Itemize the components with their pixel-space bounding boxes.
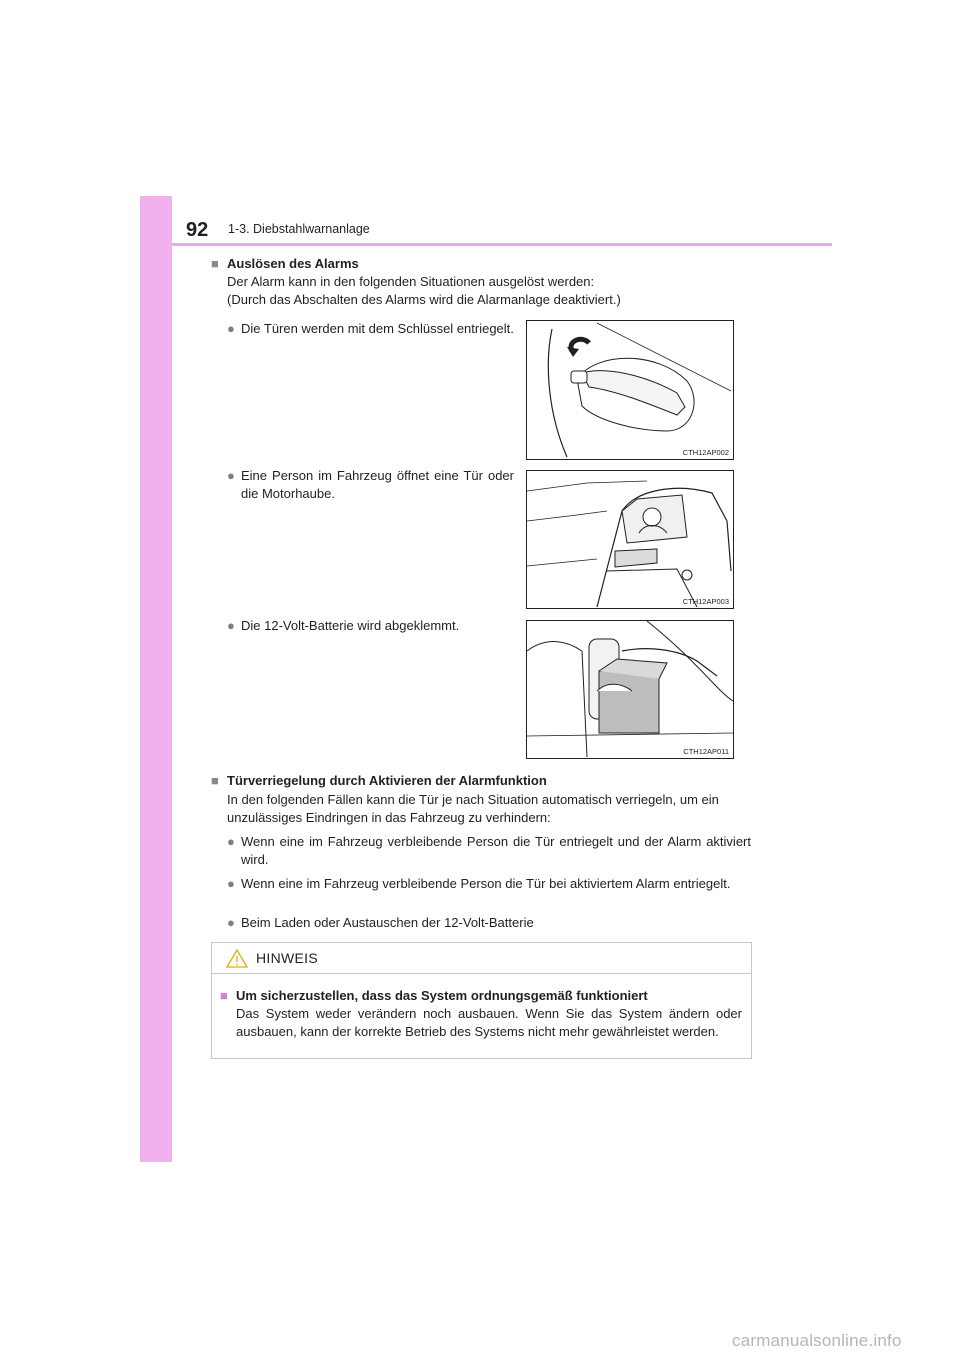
alarm-trigger-section bbox=[211, 255, 751, 309]
notice-body bbox=[220, 987, 742, 1041]
person-car-illustration bbox=[527, 471, 733, 608]
door-lock-item-3: ● Beim Laden oder Austauschen der 12-Volt-Batterie bbox=[227, 915, 534, 930]
circle-bullet-icon: ● bbox=[227, 915, 235, 930]
key-door-illustration bbox=[527, 321, 733, 459]
alarm-trigger-intro-2: (Durch das Abschalten des Alarms wird die Alarmanlage deaktiviert.) bbox=[227, 292, 621, 307]
notice-header bbox=[212, 943, 751, 974]
figure-code: CTH12AP011 bbox=[683, 747, 729, 756]
square-bullet-icon: ■ bbox=[211, 256, 219, 271]
alarm-item-1: ● Die Türen werden mit dem Schlüssel entriegelt. bbox=[227, 321, 514, 336]
notice-subtitle: Um sicherzustellen, dass das System ordnungsgemäß funktioniert bbox=[236, 988, 648, 1003]
door-lock-heading: Türverriegelung durch Aktivieren der Alarmfunktion bbox=[227, 773, 547, 788]
header-divider bbox=[172, 243, 832, 246]
figure-battery bbox=[526, 620, 734, 759]
warning-triangle-icon bbox=[226, 949, 248, 973]
alarm-trigger-intro-1: Der Alarm kann in den folgenden Situationen ausgelöst werden: bbox=[227, 274, 595, 289]
notice-text: Das System weder verändern noch ausbauen. Wenn Sie das System ändern oder ausbauen, kann der korrekte Betrieb des Systems nicht mehr gewährleistet werden. bbox=[236, 1006, 742, 1039]
alarm-trigger-heading: Auslösen des Alarms bbox=[227, 256, 359, 271]
alarm-item-3: ● Die 12-Volt-Batterie wird abgeklemmt. bbox=[227, 618, 460, 633]
door-lock-intro: In den folgenden Fällen kann die Tür je nach Situation automatisch verriegeln, um ein unzulässiges Eindringen in das Fahrzeug zu verhindern: bbox=[227, 792, 719, 825]
circle-bullet-icon: ● bbox=[227, 618, 235, 633]
square-bullet-icon: ■ bbox=[220, 988, 228, 1003]
watermark: carmanualsonline.info bbox=[732, 1331, 902, 1350]
circle-bullet-icon: ● bbox=[227, 321, 235, 336]
door-lock-section bbox=[211, 772, 751, 827]
page-number: 92 bbox=[186, 219, 209, 241]
circle-bullet-icon: ● bbox=[227, 834, 235, 849]
notice-box bbox=[211, 942, 752, 1059]
alarm-item-2: ● Eine Person im Fahrzeug öffnet eine Tür oder die Motorhaube. bbox=[227, 468, 514, 501]
door-lock-item-2: ● Wenn eine im Fahrzeug verbleibende Person die Tür bei aktiviertem Alarm entriegelt. bbox=[227, 876, 731, 891]
figure-code: CTH12AP003 bbox=[682, 597, 729, 606]
section-title: 1-3. Diebstahlwarnanlage bbox=[228, 222, 370, 236]
square-bullet-icon: ■ bbox=[211, 773, 219, 788]
circle-bullet-icon: ● bbox=[227, 876, 235, 891]
circle-bullet-icon: ● bbox=[227, 468, 235, 483]
figure-person-in-car bbox=[526, 470, 734, 609]
chapter-side-tab bbox=[140, 196, 172, 1162]
notice-title: HINWEIS bbox=[256, 950, 318, 966]
door-lock-item-1: ● Wenn eine im Fahrzeug verbleibende Person die Tür entriegelt und der Alarm aktiviert wird. bbox=[227, 834, 751, 867]
battery-illustration bbox=[527, 621, 733, 758]
figure-code: CTH12AP002 bbox=[682, 448, 729, 457]
figure-key-door bbox=[526, 320, 734, 460]
